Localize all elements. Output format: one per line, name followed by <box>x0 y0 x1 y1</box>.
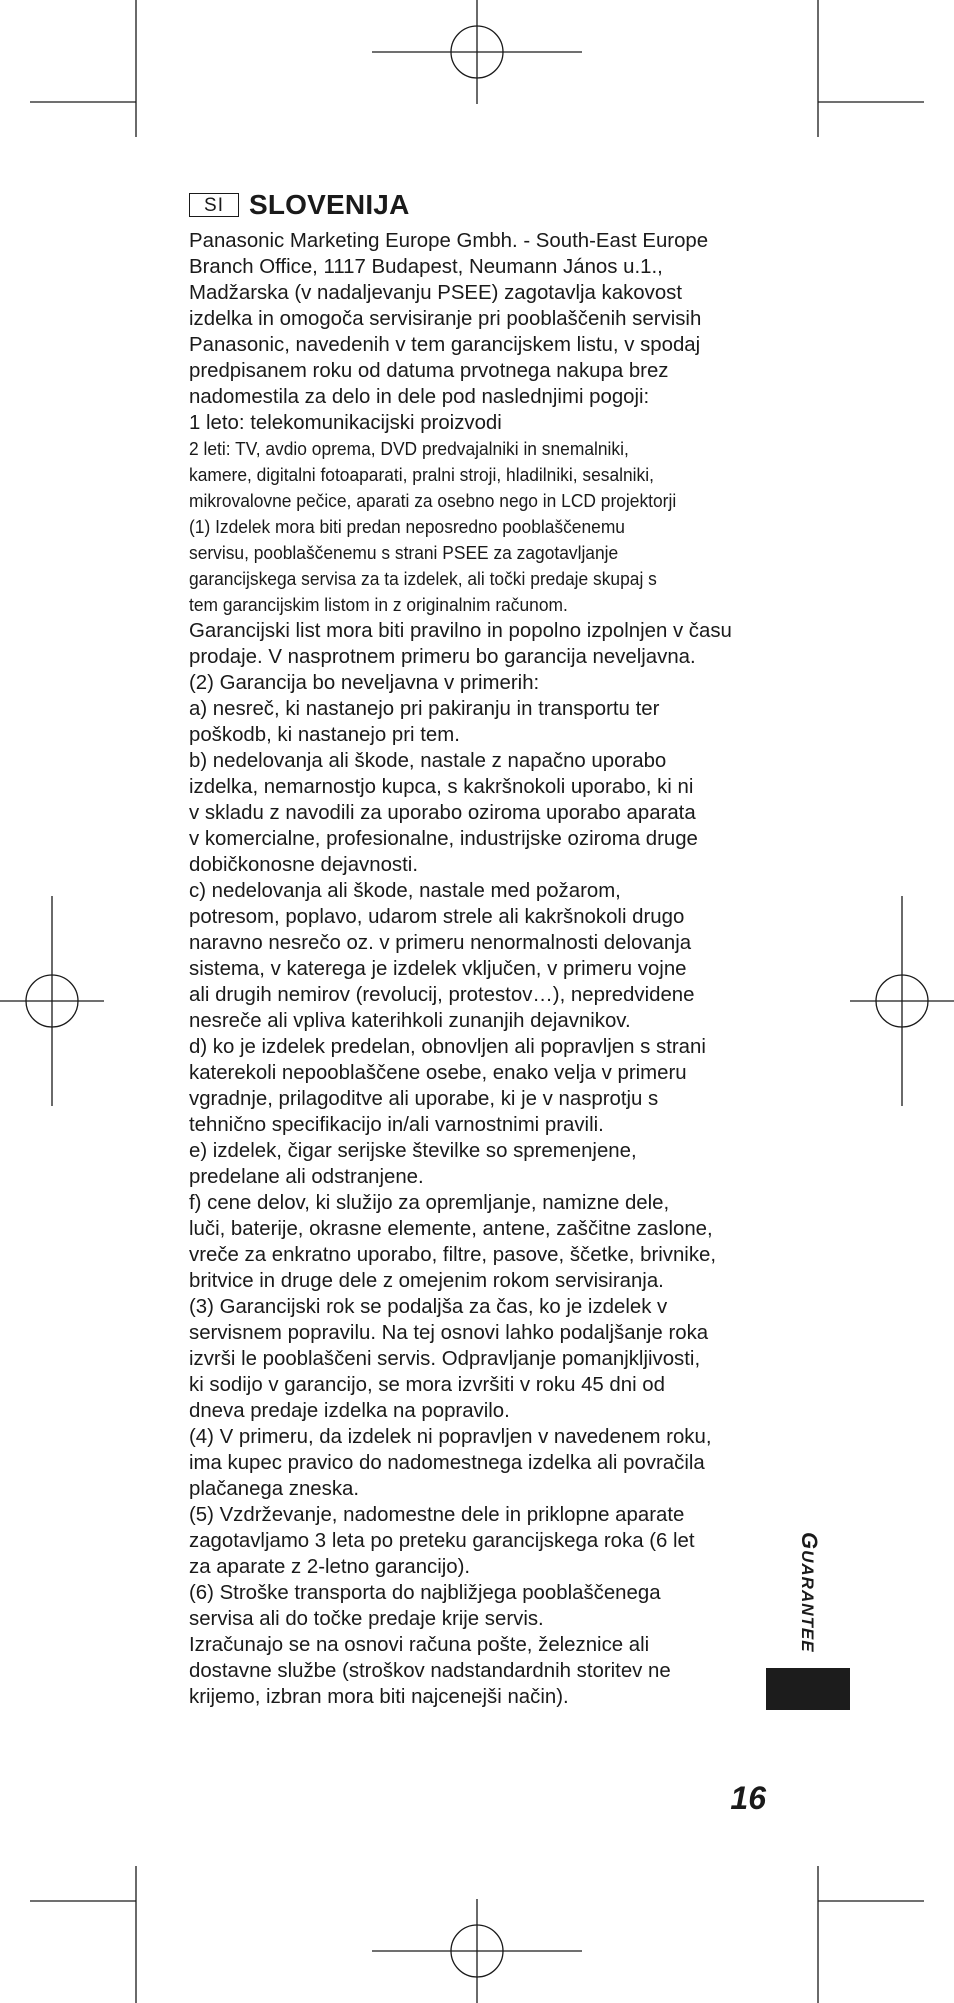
body-line: naravno nesrečo oz. v primeru nenormalnosti delovanja <box>189 932 692 954</box>
body-line: izdelka in omogoča servisiranje pri pooblaščenih servisih <box>189 308 702 330</box>
body-line: potresom, poplavo, udarom strele ali kakršnokoli drugo <box>189 906 685 928</box>
body-line: dostavne službe (stroškov nadstandardnih storitev ne <box>189 1660 671 1682</box>
body-line: e) izdelek, čigar serijske številke so spremenjene, <box>189 1140 637 1162</box>
body-line: mikrovalovne pečice, aparati za osebno nego in LCD projektorji <box>189 490 677 511</box>
side-tab-initial: G <box>797 1532 822 1551</box>
body-line: v skladu z navodili za uporabo oziroma uporabo aparata <box>189 802 696 824</box>
body-line: Madžarska (v nadaljevanju PSEE) zagotavlja kakovost <box>189 282 683 304</box>
body-line: c) nedelovanja ali škode, nastale med požarom, <box>189 880 621 902</box>
side-tab-black-marker <box>766 1668 850 1710</box>
body-line: vgradnje, prilagoditve ali uporabe, ki je v nasprotju s <box>189 1088 659 1110</box>
body-line: servisnem popravilu. Na tej osnovi lahko podaljšanje roka <box>189 1322 709 1344</box>
page-number: 16 <box>730 1780 766 1816</box>
body-line: a) nesreč, ki nastanejo pri pakiranju in transportu ter <box>189 698 660 720</box>
body-line: (1) Izdelek mora biti predan neposredno pooblaščenemu <box>189 516 625 537</box>
body-line: v komercialne, profesionalne, industrijske oziroma druge <box>189 828 698 850</box>
body-line: Panasonic Marketing Europe Gmbh. - South-East Europe <box>189 230 709 252</box>
body-line: ima kupec pravico do nadomestnega izdelka ali povračila <box>189 1452 705 1474</box>
body-line: predelane ali odstranjene. <box>189 1166 424 1188</box>
body-line: zagotavljamo 3 leta po preteku garancijskega roka (6 let <box>189 1530 695 1552</box>
section-title: SLOVENIJA <box>249 189 410 220</box>
body-line: krijemo, izbran mora biti najcenejši način). <box>189 1686 569 1708</box>
body-line: za aparate z 2-letno garancijo). <box>189 1556 471 1578</box>
guarantee-body-text <box>189 228 759 1710</box>
body-line: nadomestila za delo in dele pod naslednjimi pogoji: <box>189 386 650 408</box>
body-line: predpisanem roku od datuma prvotnega nakupa brez <box>189 360 669 382</box>
body-line: garancijskega servisa za ta izdelek, ali točki predaje skupaj s <box>189 568 657 589</box>
body-line: servisu, pooblaščenemu s strani PSEE za zagotavljanje <box>189 542 619 563</box>
body-line: f) cene delov, ki služijo za opremljanje, namizne dele, <box>189 1192 670 1214</box>
body-line: ki sodijo v garancijo, se mora izvršiti v roku 45 dni od <box>189 1374 665 1396</box>
body-line: servisa ali do točke predaje krije servis. <box>189 1608 544 1630</box>
body-line: Garancijski list mora biti pravilno in popolno izpolnjen v času <box>189 620 732 642</box>
body-line: d) ko je izdelek predelan, obnovljen ali popravljen s strani <box>189 1036 706 1058</box>
guarantee-side-tab <box>796 1532 822 1662</box>
body-line: ali drugih nemirov (revolucij, protestov…), nepredvidene <box>189 984 695 1006</box>
body-line: tehnično specifikacijo in/ali varnostnimi pravili. <box>189 1114 604 1136</box>
body-line: (6) Stroške transporta do najbližjega pooblaščenega <box>189 1582 661 1604</box>
body-line: sistema, v katerega je izdelek vključen, v primeru vojne <box>189 958 687 980</box>
body-line: Izračunajo se na osnovi računa pošte, železnice ali <box>189 1634 650 1656</box>
body-line: kamere, digitalni fotoaparati, pralni stroji, hladilniki, sesalniki, <box>189 464 654 485</box>
body-line: nesreče ali vpliva katerihkoli zunanjih dejavnikov. <box>189 1010 631 1032</box>
body-line: (3) Garancijski rok se podaljša za čas, ko je izdelek v <box>189 1296 668 1318</box>
body-line: poškodb, ki nastanejo pri tem. <box>189 724 460 746</box>
body-line: 1 leto: telekomunikacijski proizvodi <box>189 412 502 434</box>
body-line: prodaje. V nasprotnem primeru bo garancija neveljavna. <box>189 646 696 668</box>
body-line: (4) V primeru, da izdelek ni popravljen v navedenem roku, <box>189 1426 712 1448</box>
body-line: (2) Garancija bo neveljavna v primerih: <box>189 672 540 694</box>
body-line: plačanega zneska. <box>189 1478 360 1500</box>
body-line: Panasonic, navedenih v tem garancijskem listu, v spodaj <box>189 334 701 356</box>
body-line: katerekoli nepooblaščene osebe, enako velja v primeru <box>189 1062 687 1084</box>
body-line: izvrši le pooblaščeni servis. Odpravljanje pomanjkljivosti, <box>189 1348 701 1370</box>
body-line: (5) Vzdrževanje, nadomestne dele in priklopne aparate <box>189 1504 685 1526</box>
body-line: vreče za enkratno uporabo, filtre, pasove, ščetke, brivnike, <box>189 1244 717 1266</box>
body-line: 2 leti: TV, avdio oprema, DVD predvajalniki in snemalniki, <box>189 438 629 459</box>
side-tab-rest: UARANTEE <box>798 1550 817 1653</box>
body-line: izdelka, nemarnostjo kupca, s kakršnokoli uporabo, ki ni <box>189 776 694 798</box>
side-tab-label <box>796 1532 822 1653</box>
country-code-badge: SI <box>189 193 239 217</box>
body-line: tem garancijskim listom in z originalnim računom. <box>189 594 568 615</box>
body-line: dneva predaje izdelka na popravilo. <box>189 1400 510 1422</box>
body-line: Branch Office, 1117 Budapest, Neumann János u.1., <box>189 256 663 278</box>
body-line: britvice in druge dele z omejenim rokom servisiranja. <box>189 1270 664 1292</box>
guarantee-section <box>189 186 759 1710</box>
section-heading <box>189 186 759 224</box>
body-line: luči, baterije, okrasne elemente, antene, zaščitne zaslone, <box>189 1218 713 1240</box>
body-line: b) nedelovanja ali škode, nastale z napačno uporabo <box>189 750 667 772</box>
body-line: dobičkonosne dejavnosti. <box>189 854 418 876</box>
